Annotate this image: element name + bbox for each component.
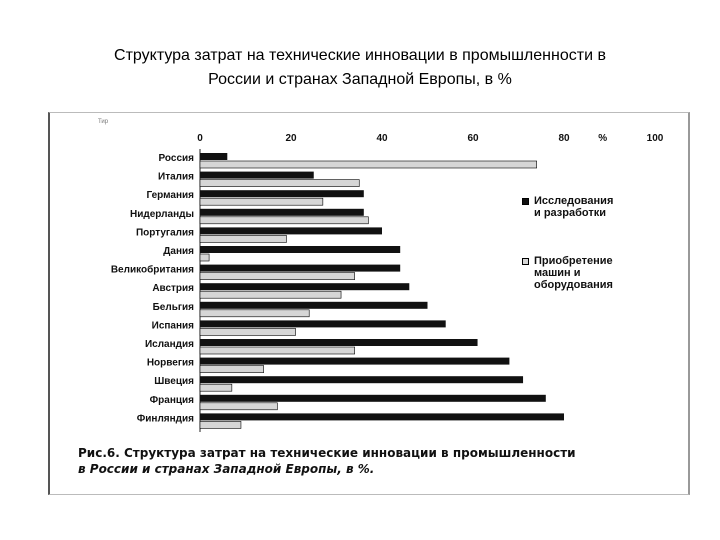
legend-label-equipment-line-3: оборудования	[534, 279, 613, 291]
category-label-14: Финляндия	[136, 413, 194, 425]
bar-s1-2	[200, 198, 323, 205]
bar-s1-3	[200, 217, 368, 224]
slide-title-line-1: Структура затрат на технические инновации в промышленности в	[114, 47, 606, 64]
bar-s0-5	[200, 246, 400, 253]
bar-s1-12	[200, 384, 232, 391]
bar-s1-9	[200, 328, 296, 335]
bar-s1-14	[200, 421, 241, 428]
category-label-11: Норвегия	[146, 357, 194, 369]
bar-s0-13	[200, 395, 546, 402]
bar-s1-0	[200, 161, 537, 168]
category-label-4: Португалия	[135, 227, 194, 239]
category-label-6: Великобритания	[110, 264, 194, 276]
legend-label-equipment-line-2: машин и	[534, 267, 581, 279]
scanned-figure	[48, 112, 690, 495]
legend-item-rnd	[522, 195, 652, 219]
category-label-10: Исландия	[144, 339, 194, 350]
bar-s1-10	[200, 347, 355, 354]
x-tick-label-3: 60	[467, 133, 479, 144]
legend-label-equipment-line-1: Приобретение	[534, 255, 613, 267]
category-label-0: Россия	[158, 153, 194, 164]
legend-label-rnd-line-2: и разработки	[534, 207, 606, 219]
slide-title	[40, 44, 680, 92]
legend-swatch-equipment	[522, 258, 529, 265]
category-label-13: Франция	[149, 394, 194, 406]
bar-s0-4	[200, 227, 382, 234]
bar-s0-8	[200, 302, 428, 309]
x-tick-label-2: 40	[376, 133, 388, 144]
bar-s1-6	[200, 273, 355, 280]
bar-s0-0	[200, 153, 227, 160]
bar-s0-6	[200, 265, 400, 272]
category-label-2: Германия	[146, 190, 194, 202]
x-tick-label-1: 20	[285, 133, 297, 144]
bar-s1-7	[200, 291, 341, 298]
bar-s0-12	[200, 376, 523, 383]
bar-s1-4	[200, 235, 286, 242]
category-label-7: Австрия	[152, 283, 194, 295]
caption-line-2: в России и странах Западной Европы, в %.	[78, 462, 375, 476]
category-label-12: Швеция	[154, 376, 194, 388]
caption-line-1: Рис.6. Структура затрат на технические инновации в промышленности	[78, 446, 576, 460]
bar-s0-10	[200, 339, 478, 346]
bar-s1-8	[200, 310, 309, 317]
figure-caption	[78, 445, 638, 477]
bar-s1-13	[200, 403, 277, 410]
bar-s0-7	[200, 283, 409, 290]
bar-s0-2	[200, 190, 364, 197]
bar-s0-11	[200, 358, 509, 365]
bar-s0-3	[200, 209, 364, 216]
bar-s0-14	[200, 413, 564, 420]
legend-label-rnd-line-1: Исследования	[534, 195, 614, 207]
x-unit-label: %	[598, 133, 608, 144]
legend-swatch-rnd	[522, 198, 529, 205]
category-label-5: Дания	[163, 246, 194, 257]
bar-s1-11	[200, 366, 264, 373]
bar-s0-1	[200, 172, 314, 179]
corner-mark: Тир	[98, 119, 109, 125]
x-tick-label-5: 100	[646, 133, 664, 144]
category-label-9: Испания	[151, 320, 194, 332]
bar-s0-9	[200, 320, 446, 327]
chart-legend	[522, 195, 652, 327]
category-label-3: Нидерланды	[130, 208, 194, 220]
legend-item-equipment	[522, 255, 652, 291]
bar-s1-1	[200, 180, 359, 187]
x-tick-label-4: 80	[558, 133, 570, 144]
bar-s1-5	[200, 254, 209, 261]
x-tick-label-0: 0	[197, 133, 203, 144]
category-label-8: Бельгия	[152, 301, 194, 313]
category-label-1: Италия	[158, 171, 194, 183]
slide-title-line-2: России и странах Западной Европы, в %	[208, 71, 512, 88]
